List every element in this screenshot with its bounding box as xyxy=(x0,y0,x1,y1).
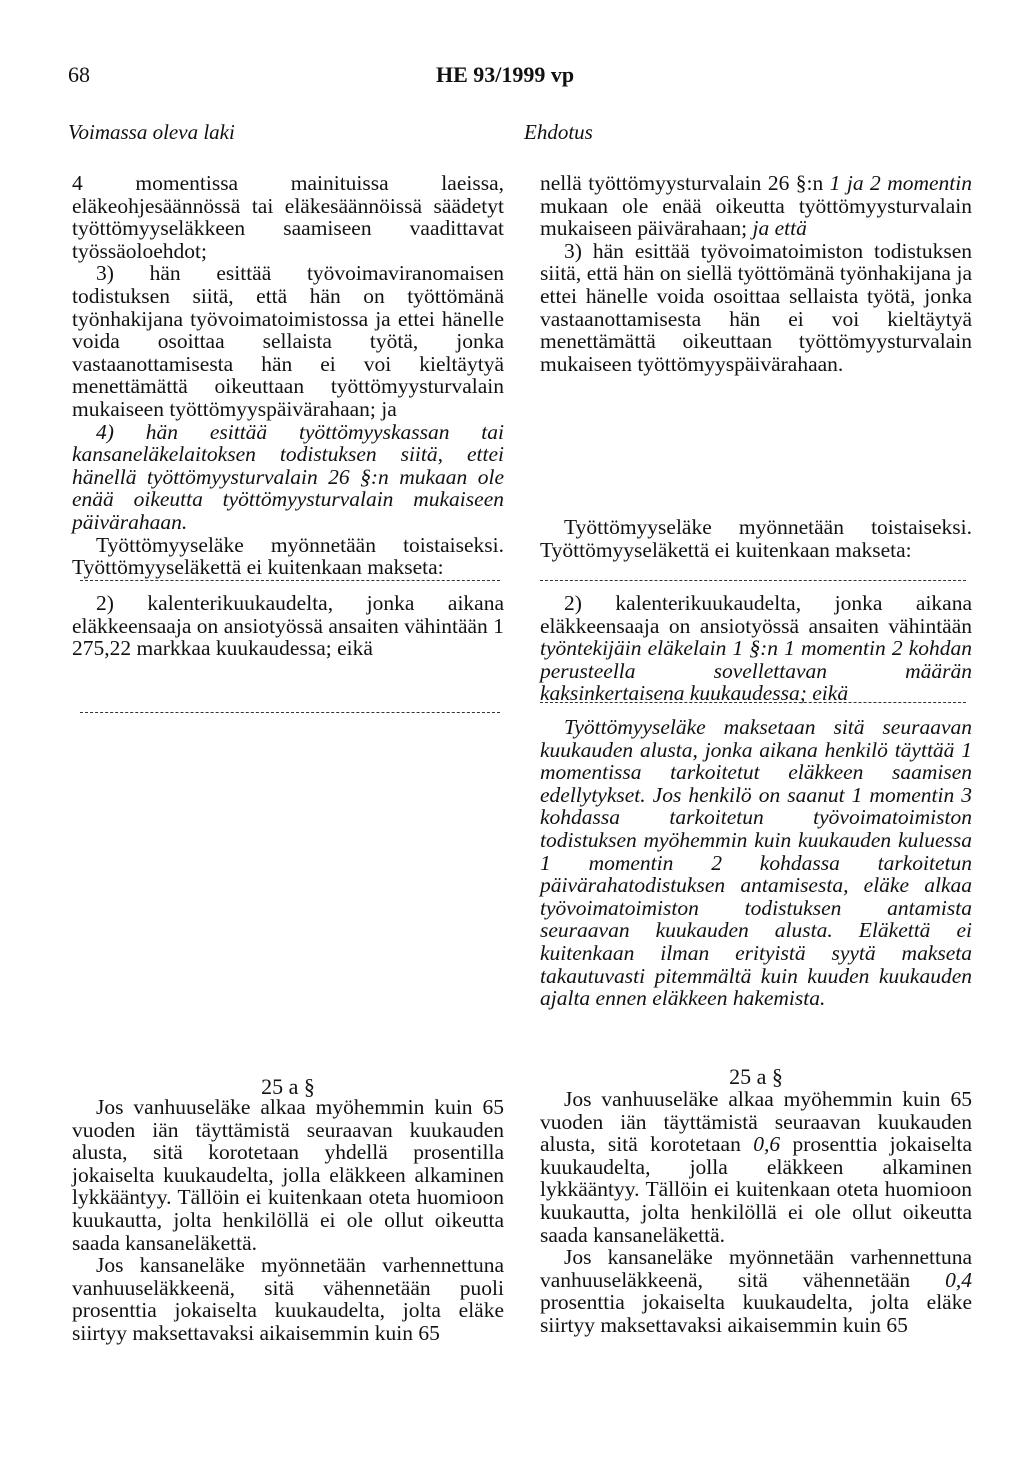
right-separator-2 xyxy=(540,702,966,703)
right-p7-text xyxy=(540,1088,972,1246)
page-number: 68 xyxy=(68,62,90,87)
right-p8-text xyxy=(540,1246,972,1336)
right-p1a: nellä työttömyysturvalain 26 §:n xyxy=(540,171,830,195)
right-p2-text: 3) hän esittää työvoimatoimiston todistuksen siitä, että hän on siellä työttömänä työnhakijana ja ettei hänelle voida osoittaa sellaista työtä, jonka vastaanottamisesta hän ei voi kieltäytyä menettämättä oikeuttaan työttömyysturvalain mukaiseen työttömyyspäivärahaan. xyxy=(540,238,972,376)
left-paragraph-section-25a xyxy=(72,1096,504,1345)
right-p4-text: Työttömyyseläke myönnetään toistaiseksi. Työttömyyseläkettä ei kuitenkaan makseta: xyxy=(540,515,972,562)
left-section-title: 25 a § xyxy=(261,1074,315,1099)
right-p7b: 0,6 xyxy=(753,1132,781,1157)
document-reference: HE 93/1999 vp xyxy=(436,62,575,87)
left-p4-text: Työttömyyseläke myönnetään toistaiseksi. Työttömyyseläkettä ei kuitenkaan makseta: xyxy=(72,532,504,580)
right-p1-text xyxy=(540,172,972,240)
right-p5a: 2) kalenterikuukaudelta, jonka aikana eläkkeensaaja on ansiotyössä ansaiten vähintään xyxy=(540,591,972,638)
right-p8b: 0,4 xyxy=(945,1267,972,1292)
right-p8c: prosenttia jokaiselta kuukaudelta, jolta eläke siirtyy maksettavaksi aikaisemmin kuin 65 xyxy=(540,1290,972,1337)
right-p1b: 1 ja 2 momentin xyxy=(829,171,972,195)
left-p2-text: 3) hän esittää työvoimaviranomaisen todistuksen siitä, että hän on työttömänä työnhakijana työvoimatoimistossa ja ettei hänelle voida osoittaa sellaista työtä, jonka vastaanottamisesta hän ei voi kieltäytyä menettämättä oikeuttaan työttömyysturvalain mukaiseen työttömyyspäivärahaan; ja xyxy=(72,261,504,421)
left-paragraph-calendar-month xyxy=(72,592,504,660)
right-p1c: mukaan ole enää oikeutta työttömyysturvalain mukaiseen päivärahaan; xyxy=(540,193,972,241)
left-p3-text: 4) hän esittää työttömyyskassan tai kansaneläkelaitoksen todistuksen siitä, ettei hänellä työttömyysturvalain 26 §:n mukaan ole enää oikeutta työttömyysturvalain mukaiseen päivärahaan. xyxy=(72,419,504,534)
right-p5-text xyxy=(540,592,972,705)
left-p6-text: Jos vanhuuseläke alkaa myöhemmin kuin 65 vuoden iän täyttämistä seuraavan kuukauden alusta, sitä korotetaan yhdellä prosentilla jokaiselta kuukaudelta, jolla eläkkeen alkaminen lykkääntyy. Tällöin ei kuitenkaan oteta huomioon kuukautta, jolta henkilöllä ei ole ollut oikeutta saada kansaneläkettä. xyxy=(72,1095,504,1255)
right-section-title: 25 a § xyxy=(729,1064,783,1089)
left-separator-2 xyxy=(80,712,500,713)
right-paragraph-pension-start xyxy=(540,716,972,1010)
right-p7c: prosenttia jokaiselta kuukaudelta, jolla eläkkeen alkaminen lykkääntyy. Tällöin ei kuitenkaan oteta huomioon kuukautta, jolta henkilöllä ei ole ollut oikeutta saada kansaneläkettä. xyxy=(540,1132,972,1247)
right-paragraph-pension-granted xyxy=(540,516,972,561)
left-paragraph-work-conditions xyxy=(72,172,504,579)
left-p7-text: Jos kansaneläke myönnetään varhennettuna vanhuuseläkkeenä, sitä vähennetään puoli prosenttia jokaiselta kuukaudelta, jolta eläke siirtyy maksettavaksi aikaisemmin kuin 65 xyxy=(72,1253,504,1345)
right-p6-text: Työttömyyseläke maksetaan sitä seuraavan kuukauden alusta, jonka aikana henkilö täyttää 1 momentissa tarkoitetut eläkkeen saamisen edellytykset. Jos henkilö on saanut 1 momentin 3 kohdassa tarkoitetun työvoimatoimiston todistuksen myöhemmin kuin kuukauden kuluessa 1 momentin 2 kohdassa tarkoitetun päivärahatodistuksen antamisesta, eläke alkaa työvoimatoimiston todistuksen antamista seuraavan kuukauden alusta. Eläkettä ei kuitenkaan ilman erityistä syytä makseta takautuvasti pitemmältä kuin kuuden kuukauden ajalta ennen eläkkeen hakemista. xyxy=(540,715,972,1011)
right-separator-1 xyxy=(540,580,966,581)
proposal-heading: Ehdotus xyxy=(524,120,593,144)
left-p5-text: 2) kalenterikuukaudelta, jonka aikana eläkkeensaaja on ansiotyössä ansaiten vähintään 1 275,22 markkaa kuukaudessa; eikä xyxy=(72,591,504,661)
right-paragraph-section-25a xyxy=(540,1088,972,1337)
right-p5b: työntekijäin eläkelain 1 §:n 1 momentin 2 kohdan perusteella sovellettavan määrän kaksinkertaisena kuukaudessa; eikä xyxy=(540,636,972,706)
right-p1d: ja että xyxy=(752,216,807,241)
right-paragraph-calendar-month xyxy=(540,592,972,705)
left-separator-1 xyxy=(80,580,500,581)
right-p8a: Jos kansaneläke myönnetään varhennettuna vanhuuseläkkeenä, sitä vähennetään xyxy=(540,1245,972,1292)
right-paragraph-work-conditions xyxy=(540,172,972,375)
current-law-heading: Voimassa oleva laki xyxy=(68,120,235,144)
right-p7a: Jos vanhuuseläke alkaa myöhemmin kuin 65 vuoden iän täyttämistä seuraavan kuukauden alusta, sitä korotetaan xyxy=(540,1087,972,1157)
left-p1-text: 4 momentissa mainituissa laeissa, eläkeohjesäännössä tai eläkesäännöissä säädetyt työttömyyseläkkeen saamiseen vaadittavat työssäoloehdot; xyxy=(72,171,504,263)
